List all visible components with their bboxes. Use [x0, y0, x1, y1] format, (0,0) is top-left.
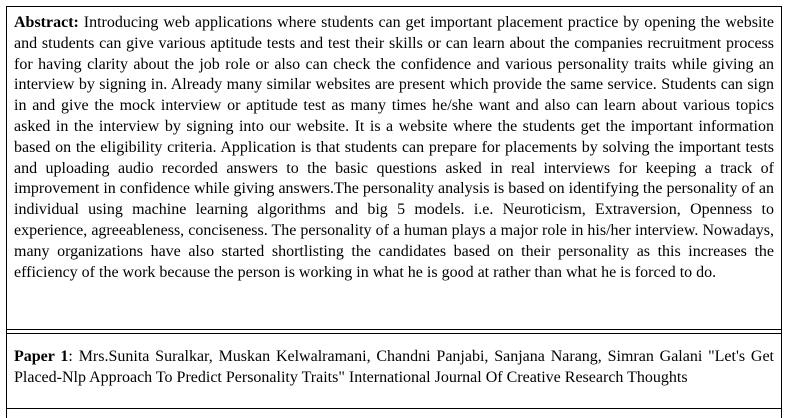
paper-cell — [7, 333, 781, 409]
abstract-text: Introducing web applications where students can get important placement practice by opening the website and students can give various aptitude tests and test their skills or can learn about the companies recruitment process for having clarity about the job role or also can check the confidence and various personality traits while giving an interview by signing in. Already many similar websites are present which provide the same service. Students can sign in and give the mock interview or aptitude test as many times he/she want and also can learn about various topics asked in the interview by signing into our website. It is a website where the students get the important information based on the eligibility criteria. Application is that students can prepare for placements by solving the important tests and uploading audio recorded answers to the basic questions asked in real interviews for keeping a track of improvement in confidence while giving answers.The personality analysis is based on identifying the personality of an individual using machine learning algorithms and big 5 models. i.e. Neuroticism, Extraversion, Openness to experience, agreeableness, conciseness. The personality of a human plays a major role in his/her interview. Nowadays, many organizations have also started shortlisting the candidates based on their personality as this increases the efficiency of the work because the person is working in what he is good at rather than what he is forced to do. — [14, 14, 774, 281]
row-divider — [7, 329, 781, 330]
paper-citation: : Mrs.Sunita Suralkar, Muskan Kelwalramani, Chandni Panjabi, Sanjana Narang, Simran Galani "Let's Get Placed-Nlp Approach To Predict Personality Traits" International Journal Of Creative Research Thoughts — [14, 348, 775, 386]
abstract-cell — [7, 6, 781, 326]
paper-label: Paper 1 — [14, 348, 69, 365]
abstract-label: Abstract: — [14, 14, 79, 31]
literature-table — [6, 6, 782, 418]
